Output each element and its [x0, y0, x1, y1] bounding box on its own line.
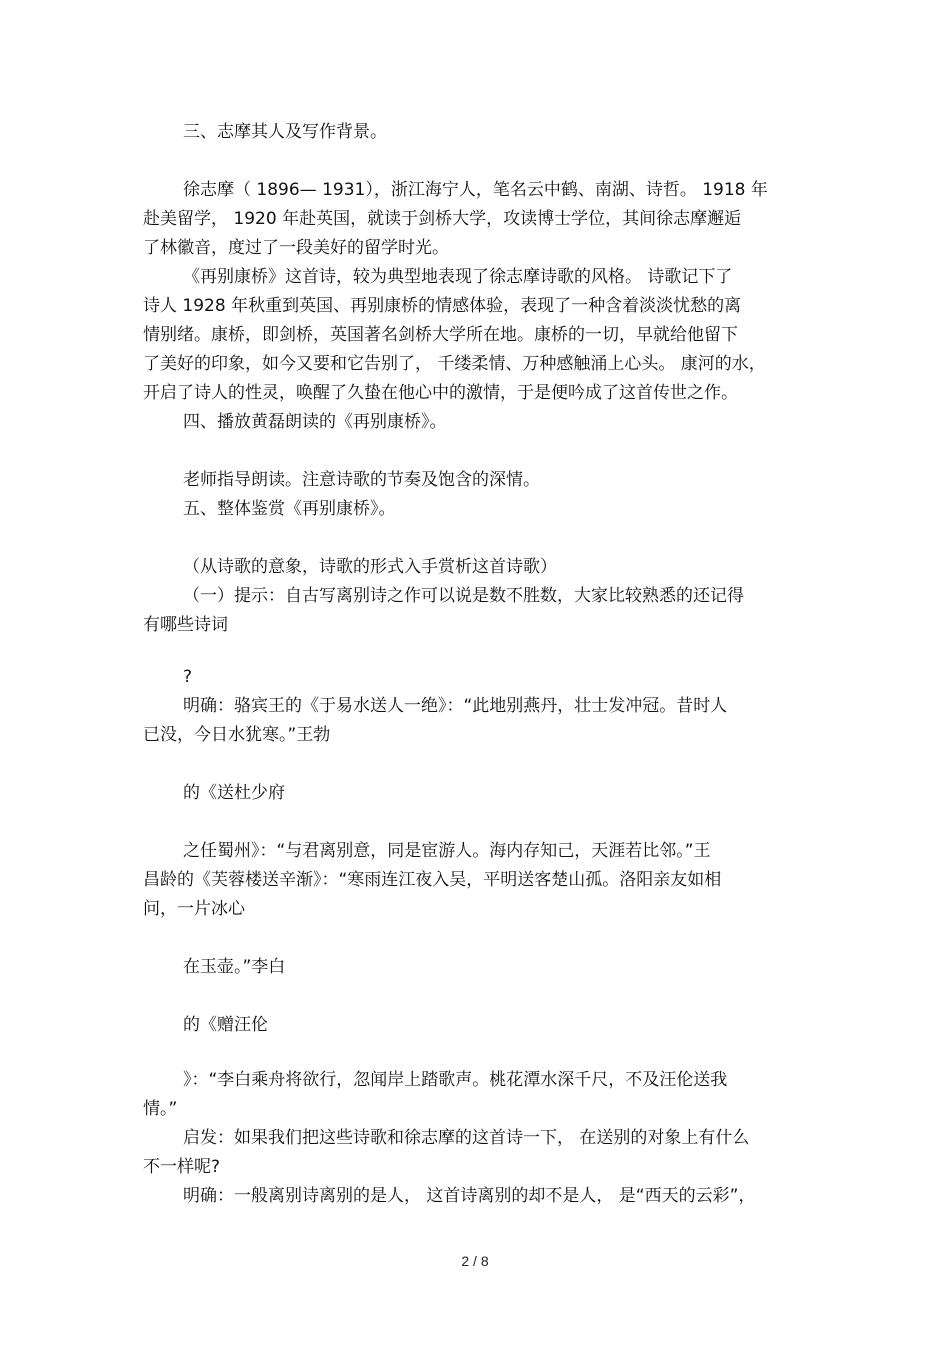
text-line: 的《送杜少府: [183, 783, 285, 803]
text-line: 情。”: [143, 1099, 178, 1119]
text-line: 老师指导朗读。注意诗歌的节奏及饱含的深情。: [183, 470, 540, 490]
text-line: 不一样呢?: [143, 1157, 221, 1177]
section-heading-4: 四、播放黄磊朗读的《再别康桥》。: [183, 412, 447, 432]
text-line: 》：“李白乘舟将欲行，忽闻岸上踏歌声。桃花潭水深千尺，不及汪伦送我: [183, 1070, 728, 1090]
text-line: 的《赠汪伦: [183, 1015, 268, 1035]
text-line: 了美好的印象，如今又要和它告别了， 千缕柔情、万种感触涌上心头。 康河的水，: [143, 354, 766, 374]
section-heading-3: 三、志摩其人及写作背景。: [183, 122, 387, 142]
page-number: 2 / 8: [461, 1253, 489, 1269]
text-line: 之任蜀州》：“与君离别意，同是宦游人。海内存知己，天涯若比邻。”王: [183, 841, 711, 861]
text-line: 启发：如果我们把这些诗歌和徐志摩的这首诗一下， 在送别的对象上有什么: [183, 1128, 750, 1148]
text-line: 明确：一般离别诗离别的是人， 这首诗离别的却不是人， 是“西天的云彩”，: [183, 1186, 756, 1206]
text-line: 已没，今日水犹寒。”王勃: [143, 725, 331, 745]
text-line: 情别绪。康桥，即剑桥，英国著名剑桥大学所在地。康桥的一切，早就给他留下: [143, 325, 738, 345]
text-line: 有哪些诗词: [143, 615, 228, 635]
text-line: 问，一片冰心: [143, 899, 245, 919]
text-line: （从诗歌的意象，诗歌的形式入手赏析这首诗歌）: [183, 557, 557, 577]
text-line: （一）提示：自古写离别诗之作可以说是数不胜数，大家比较熟悉的还记得: [183, 586, 744, 606]
text-line: 了林徽音，度过了一段美好的留学时光。: [143, 238, 449, 258]
text-line: 昌龄的《芙蓉楼送辛渐》：“寒雨连江夜入吴，平明送客楚山孤。洛阳亲友如相: [143, 870, 722, 890]
text-line: 开启了诗人的性灵，唤醒了久蛰在他心中的激情，于是便吟成了这首传世之作。: [143, 383, 738, 403]
text-line: 诗人 1928 年秋重到英国、再别康桥的情感体验，表现了一种含着淡淡忧愁的离: [143, 296, 742, 316]
text-line: ?: [183, 667, 193, 687]
section-heading-5: 五、整体鉴赏《再别康桥》。: [183, 499, 396, 519]
text-line: 在玉壶。”李白: [183, 957, 286, 977]
text-line: 徐志摩（ 1896— 1931），浙江海宁人，笔名云中鹤、南湖、诗哲。 1918 年: [183, 180, 768, 200]
text-line: 明确：骆宾王的《于易水送人一绝》：“此地别燕丹，壮士发冲冠。昔时人: [183, 696, 728, 716]
text-line: 赴美留学， 1920 年赴英国，就读于剑桥大学，攻读博士学位，其间徐志摩邂逅: [143, 209, 742, 229]
text-line: 《再别康桥》这首诗，较为典型地表现了徐志摩诗歌的风格。 诗歌记下了: [183, 267, 733, 287]
